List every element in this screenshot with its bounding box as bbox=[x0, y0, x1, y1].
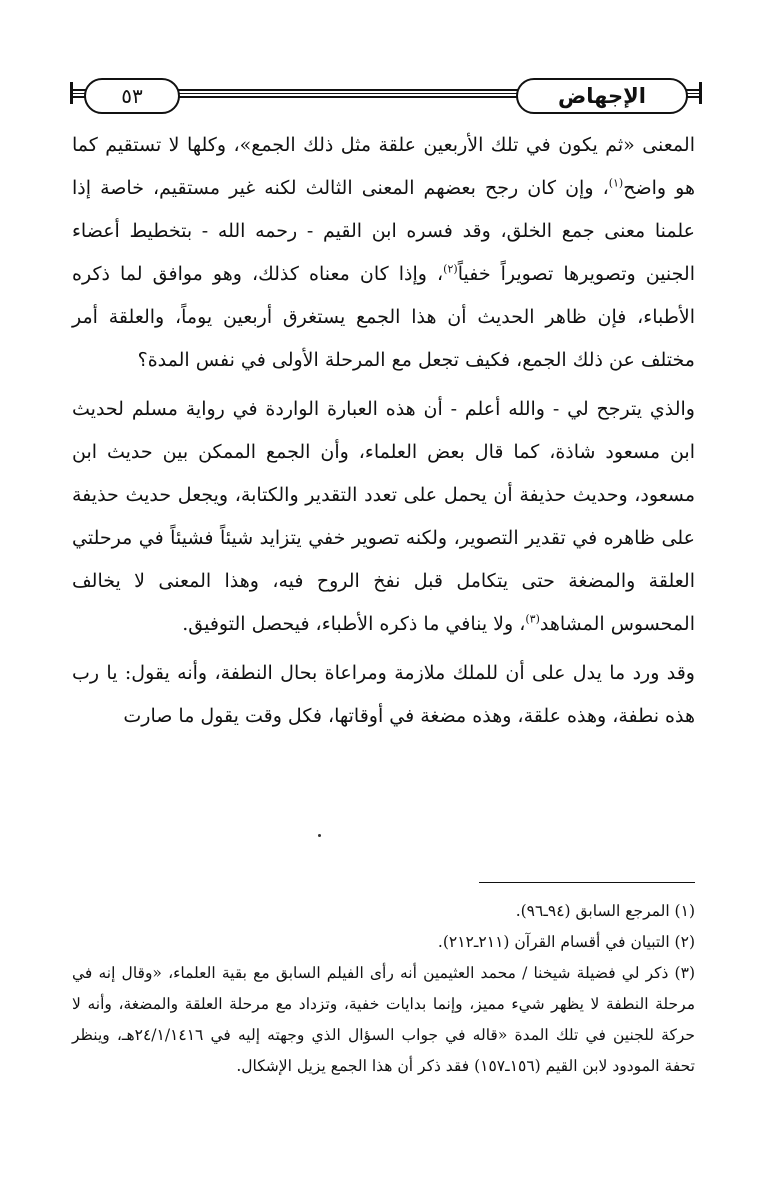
page-number-frame bbox=[84, 78, 180, 114]
header-ornament-cap-left bbox=[70, 82, 78, 104]
footnote: (٢) التبيان في أقسام القرآن (٢١١ـ٢١٢). bbox=[437, 933, 695, 951]
header-ornament-cap-right bbox=[694, 82, 702, 104]
text-segment: ، ولا ينافي ما ذكره الأطباء، فيحصل التوفيق. bbox=[182, 613, 526, 635]
text-segment: ، وإذا كان معناه كذلك، وهو موافق لما ذكره الأطباء، فإن ظاهر الحديث أن هذا الجمع يستغرق أربعين يوماً، والعلقة أمر مختلف عن ذلك الجمع، فكيف تجعل مع المرحلة الأولى في نفس المدة؟ bbox=[72, 263, 695, 371]
footnote: (٣) ذكر لي فضيلة شيخنا / محمد العثيمين أنه رأى الفيلم السابق مع بقية العلماء، «وقال إنه في مرحلة النطفة لا يظهر شيء مميز، وإنما بدايات خفية، وتزداد مع مرحلة العلقة والمضغة، وأنه لا حركة للجنين في تلك المدة «قاله في جواب السؤال الذي وجهته إليه في ٢٤/١/١٤١٦هـ، وينظر تحفة المودود لابن القيم (١٥٦ـ١٥٧) فقد ذكر أن هذا الجمع يزيل الإشكال. bbox=[72, 964, 695, 1075]
paragraph bbox=[72, 652, 695, 738]
text-segment: وقد ورد ما يدل على أن للملك ملازمة ومراعاة بحال النطفة، وأنه يقول: يا رب هذه نطفة، وهذه علقة، وهذه مضغة في أوقاتها، فكل وقت يقول ما صارت bbox=[72, 662, 695, 727]
text-segment: والذي يترجح لي - والله أعلم - أن هذه العبارة الواردة في رواية مسلم لحديث ابن مسعود شاذة، كما قال بعض العلماء، وأن الجمع الممكن بين حديث ابن مسعود، وحديث حذيفة أن يحمل على تعدد التقدير والكتابة، ويجعل حديث حذيفة على ظاهره في تقدير التصوير، ولكنه تصوير خفي يتزايد شيئاً فشيئاً في مرحلتي العلقة والمضغة حتى يتكامل قبل نفخ الروح فيه، وهذا المعنى لا يخالف المحسوس المشاهد bbox=[72, 398, 695, 635]
stray-dot bbox=[318, 834, 321, 837]
footnote: (١) المرجع السابق (٩٤ـ٩٦). bbox=[515, 902, 695, 920]
footnotes bbox=[72, 896, 695, 1082]
footnote-marker: (٢) bbox=[443, 262, 458, 276]
paragraph bbox=[72, 388, 695, 646]
chapter-title: الإجهاض bbox=[558, 84, 646, 108]
text-segment: المعنى «ثم يكون في تلك الأربعين علقة مثل ذلك الجمع»، وكلها لا تستقيم كما هو واضح bbox=[72, 134, 695, 199]
paragraph bbox=[72, 124, 695, 382]
footnote-marker: (٣) bbox=[525, 612, 540, 626]
text-segment: ، وإن كان رجح بعضهم المعنى الثالث لكنه غير مستقيم، خاصة إذا علمنا معنى جمع الخلق، وقد فسره ابن القيم - رحمه الله - بتخطيط أعضاء الجنين وتصويرها تصويراً خفياً bbox=[72, 177, 696, 285]
footnote-separator bbox=[479, 882, 695, 883]
page-header bbox=[70, 78, 702, 124]
body-text bbox=[72, 124, 695, 738]
chapter-title-frame bbox=[516, 78, 688, 114]
page-number: ٥٣ bbox=[121, 84, 143, 108]
footnote-marker: (١) bbox=[608, 176, 624, 190]
